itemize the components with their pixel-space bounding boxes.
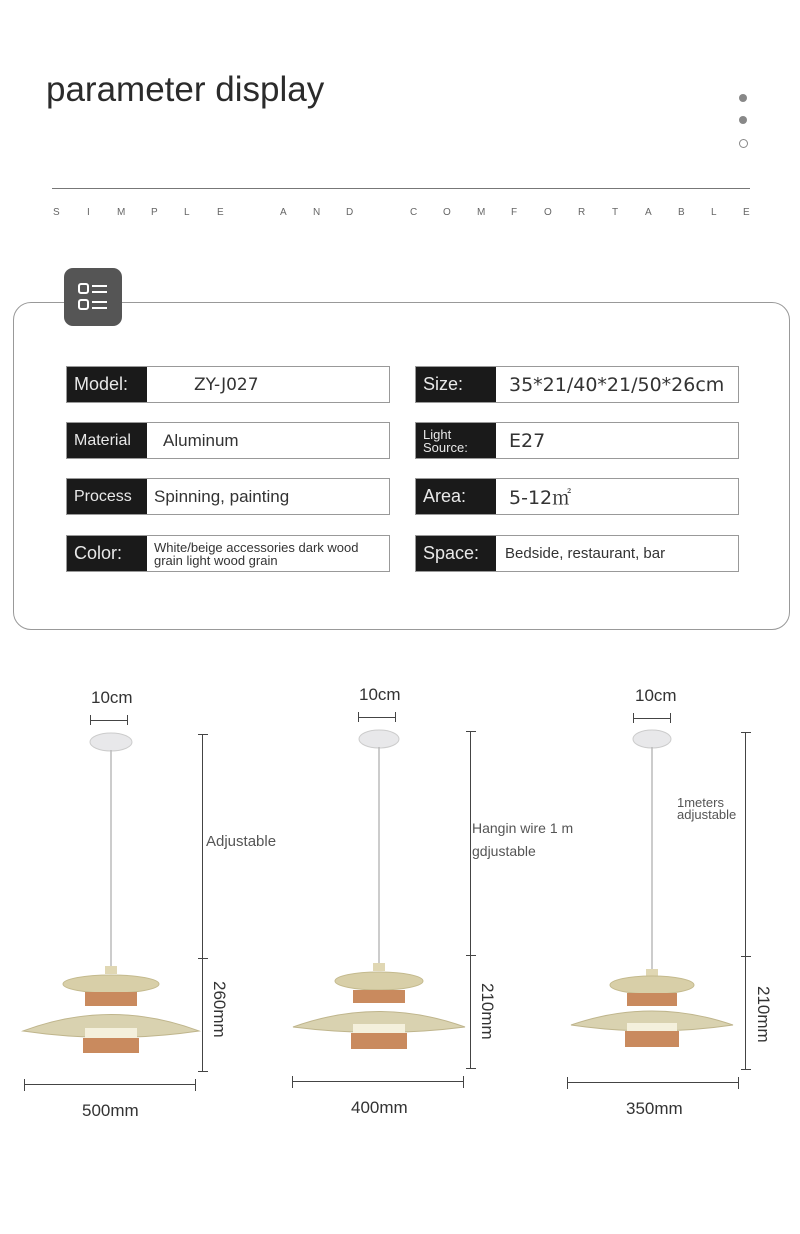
tagline-letter: E <box>217 207 224 218</box>
lamp-width: 500mm <box>82 1101 139 1120</box>
cable-note: adjustable <box>677 807 737 822</box>
spec-value: Spinning, painting <box>154 486 290 506</box>
height-dimension-line <box>470 731 471 1069</box>
spec-key: Color: <box>67 536 147 571</box>
tagline-letter: L <box>711 207 717 218</box>
dimension-tick <box>24 1079 25 1091</box>
dimension-tick <box>741 1069 751 1070</box>
tagline-letter: A <box>645 207 652 218</box>
spec-row-space <box>415 535 739 572</box>
cable-note: 1meters <box>677 795 724 810</box>
list-icon <box>64 268 122 326</box>
spec-panel <box>13 302 790 630</box>
pendant-lamp-image <box>565 725 745 1055</box>
lamp-height: 260mm <box>210 981 229 1038</box>
pendant-lamp-image <box>15 728 215 1063</box>
indicator-dot <box>739 116 747 124</box>
spec-value: ZY-J027 <box>194 374 259 395</box>
tagline-letter: T <box>612 207 619 218</box>
tagline-letter: B <box>678 207 685 218</box>
dimension-tick <box>466 731 476 732</box>
dimension-tick <box>90 715 91 725</box>
dimension-tick <box>463 1076 464 1088</box>
spec-row-model <box>66 366 390 403</box>
tagline-letter: D <box>346 207 354 218</box>
lamp-height: 210mm <box>754 986 773 1043</box>
spec-key: Space: <box>416 536 496 571</box>
dimension-tick <box>741 956 751 957</box>
spec-key: Area: <box>416 479 496 514</box>
spec-value: White/beige accessories dark wood grain light wood grain <box>154 539 359 568</box>
canopy-dimension: 10cm <box>359 685 401 704</box>
tagline-letter: M <box>477 207 486 218</box>
spec-value: 35*21/40*21/50*26cm <box>509 373 725 396</box>
page-title: parameter display <box>46 70 325 109</box>
tagline-letter: O <box>443 207 451 218</box>
spec-key: Light Source: <box>416 423 496 458</box>
pendant-lamp-image <box>285 724 475 1059</box>
tagline-letter: L <box>184 207 190 218</box>
spec-value: E27 <box>509 429 546 452</box>
tagline-letter: A <box>280 207 287 218</box>
dimension-tick <box>195 1079 196 1091</box>
spec-row-area <box>415 478 739 515</box>
tagline-letter: C <box>410 207 418 218</box>
indicator-dot-hollow <box>739 139 748 148</box>
tagline-letter: I <box>87 207 90 218</box>
dimension-line <box>633 718 671 719</box>
dimension-tick <box>738 1077 739 1089</box>
lamp-width: 400mm <box>351 1098 408 1117</box>
spec-key: Process <box>67 479 147 514</box>
spec-value: Aluminum <box>163 430 239 450</box>
indicator-dot <box>739 94 747 102</box>
dimension-tick <box>741 732 751 733</box>
spec-row-light-source <box>415 422 739 459</box>
dimension-tick <box>395 712 396 722</box>
cable-note: Adjustable <box>206 833 277 850</box>
cable-note: Hangin wire 1 m <box>472 820 574 836</box>
canopy-dimension: 10cm <box>635 686 677 705</box>
tagline-letter: S <box>53 207 60 218</box>
dimension-tick <box>198 734 208 735</box>
spec-value: Bedside, restaurant, bar <box>505 545 666 562</box>
dimension-tick <box>127 715 128 725</box>
tagline-letter: O <box>544 207 552 218</box>
spec-row-size <box>415 366 739 403</box>
tagline <box>0 207 800 221</box>
dimension-tick <box>633 713 634 723</box>
height-dimension-line <box>745 732 746 1070</box>
spec-key: Model: <box>67 367 147 402</box>
tagline-letter: E <box>743 207 750 218</box>
tagline-letter: P <box>151 207 158 218</box>
dimension-tick <box>198 1071 208 1072</box>
dimension-line <box>90 720 128 721</box>
dimension-tick <box>466 955 476 956</box>
lamp-height: 210mm <box>478 983 497 1040</box>
cable-note: gdjustable <box>472 843 536 859</box>
tagline-letter: R <box>578 207 586 218</box>
canopy-dimension: 10cm <box>91 688 133 707</box>
spec-value: 5-12㎡ <box>509 487 572 509</box>
lamp-width: 350mm <box>626 1099 683 1118</box>
dimension-tick <box>567 1077 568 1089</box>
width-dimension-line <box>292 1081 464 1082</box>
width-dimension-line <box>567 1082 739 1083</box>
dimension-tick <box>670 713 671 723</box>
dimension-tick <box>358 712 359 722</box>
header-rule <box>52 188 750 189</box>
dimension-line <box>358 717 396 718</box>
tagline-letter: N <box>313 207 321 218</box>
spec-row-process <box>66 478 390 515</box>
spec-key: Material <box>67 423 147 458</box>
height-dimension-line <box>202 734 203 1072</box>
dimension-tick <box>466 1068 476 1069</box>
tagline-letter: F <box>511 207 518 218</box>
spec-key: Size: <box>416 367 496 402</box>
spec-row-material <box>66 422 390 459</box>
dimension-tick <box>198 958 208 959</box>
spec-row-color <box>66 535 390 572</box>
dimension-tick <box>292 1076 293 1088</box>
tagline-letter: M <box>117 207 126 218</box>
width-dimension-line <box>24 1084 196 1085</box>
